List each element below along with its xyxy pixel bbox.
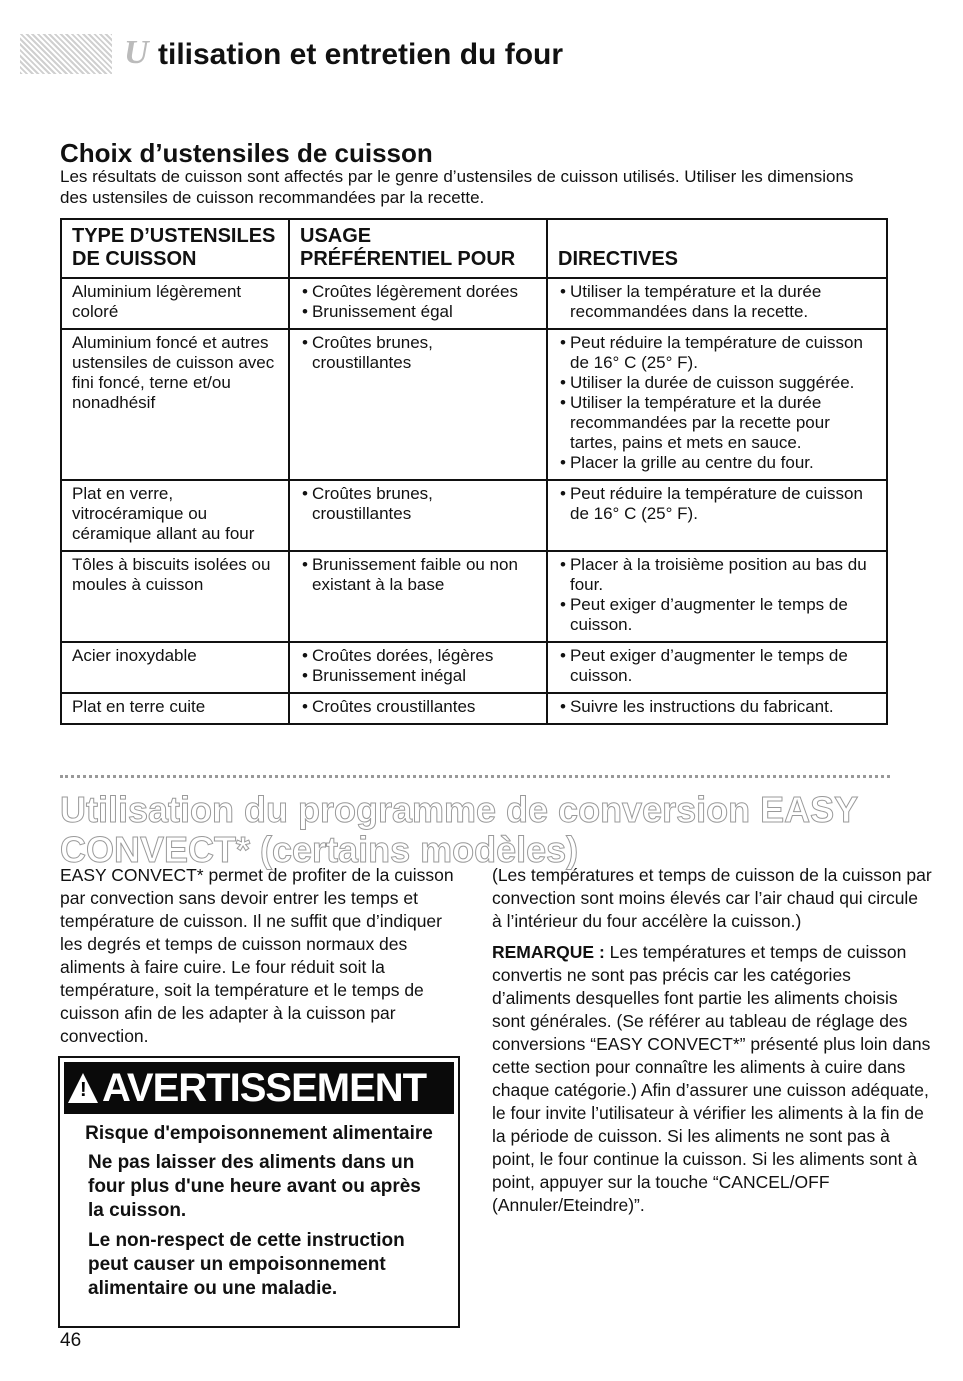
usage-item: • Croûtes croustillantes — [300, 697, 536, 717]
usage-item: • Croûtes dorées, légères — [300, 646, 536, 666]
directive-item: • Peut réduire la température de cuisson de 16° C (25° F). — [558, 484, 876, 524]
table-row — [61, 480, 887, 551]
usage-item: • Brunissement inégal — [300, 666, 536, 686]
directive-item: • Peut exiger d’augmenter le temps de cuisson. — [558, 646, 876, 686]
usage-item: • Brunissement égal — [300, 302, 536, 322]
header-type-line2: DE CUISSON — [72, 248, 197, 270]
table-header-row — [61, 219, 887, 278]
note-paragraph — [492, 941, 932, 1217]
table-row — [61, 551, 887, 642]
cell-usage — [289, 551, 547, 642]
header-type — [61, 219, 289, 278]
warning-box — [58, 1056, 460, 1328]
cell-usage — [289, 480, 547, 551]
header-type-line1: TYPE D’USTENSILES — [72, 225, 276, 247]
table-row — [61, 642, 887, 693]
header-usage-line1: USAGE — [300, 225, 372, 247]
usage-item: • Croûtes légèrement dorées — [300, 282, 536, 302]
cell-usage — [289, 642, 547, 693]
easy-convect-description: EASY CONVECT* permet de profiter de la cuisson par convection sans devoir entrer les temps et température de cuisson. Il ne suffit que d’indiquer les degrés et temps de cuisson normaux des aliments à faire cuire. Le four réduit soit la température, soit la température et le temps de cuisson afin de les adapter à la cuisson par convection. — [60, 865, 454, 1046]
table-row — [61, 278, 887, 329]
cell-usage — [289, 278, 547, 329]
header-initial: U — [124, 34, 149, 71]
usage-item: • Croûtes brunes, croustillantes — [300, 333, 536, 373]
usage-item: • Brunissement faible ou non existant à la base — [300, 555, 536, 595]
cell-directives — [547, 278, 887, 329]
cell-type: Tôles à biscuits isolées ou moules à cuisson — [61, 551, 289, 642]
page-title: tilisation et entretien du four — [158, 38, 564, 71]
directive-item: • Placer la grille au centre du four. — [558, 453, 876, 473]
cell-usage — [289, 329, 547, 480]
cell-type: Aluminium foncé et autres ustensiles de cuisson avec fini foncé, terne et/ou nonadhésif — [61, 329, 289, 480]
cell-type: Plat en terre cuite — [61, 693, 289, 724]
directive-item: • Utiliser la température et la durée recommandées par la recette pour tartes, pains et mets en sauce. — [558, 393, 876, 453]
table-row — [61, 329, 887, 480]
cell-directives — [547, 551, 887, 642]
section-title-easy-convect: Utilisation du programme de conversion EASY CONVECT* (certains modèles) — [60, 789, 858, 870]
warning-label: AVERTISSEMENT — [102, 1066, 427, 1110]
directive-item: • Peut exiger d’augmenter le temps de cuisson. — [558, 595, 876, 635]
warning-banner — [64, 1062, 454, 1114]
page-header — [20, 28, 920, 78]
header-usage-line2: PRÉFÉRENTIEL POUR — [300, 248, 516, 270]
warning-text-1: Ne pas laisser des aliments dans un four plus d'une heure avant ou après la cuisson. — [88, 1152, 421, 1221]
table-row — [61, 693, 887, 724]
convection-explanation: (Les températures et temps de cuisson de la cuisson par convection sont moins élevés car l’air chaud qui circule à l’intérieur du four accélère la cuisson.) — [492, 865, 932, 931]
header-usage — [289, 219, 547, 278]
cell-directives — [547, 693, 887, 724]
section-title-cookware: Choix d’ustensiles de cuisson — [60, 138, 433, 168]
usage-item: • Croûtes brunes, croustillantes — [300, 484, 536, 524]
directive-item: • Placer à la troisième position au bas du four. — [558, 555, 876, 595]
cell-usage — [289, 693, 547, 724]
cookware-table — [60, 218, 888, 725]
cell-directives — [547, 329, 887, 480]
directive-item: • Utiliser la durée de cuisson suggérée. — [558, 373, 876, 393]
section-divider — [60, 775, 890, 778]
cell-type: Plat en verre, vitrocéramique ou céramique allant au four — [61, 480, 289, 551]
directive-item: • Peut réduire la température de cuisson de 16° C (25° F). — [558, 333, 876, 373]
right-column — [492, 864, 932, 1225]
section-intro: Les résultats de cuisson sont affectés par le genre d’ustensiles de cuisson utilisés. Utiliser les dimensions des ustensiles de cuisson recommandées par la recette. — [60, 167, 854, 207]
header-decoration — [20, 34, 112, 74]
cell-directives — [547, 642, 887, 693]
note-text: Les températures et temps de cuisson convertis ne sont pas précis car les catégories d’aliments desquelles font partie les aliments choisis sont générales. (Se référer au tableau de réglage des conversions “EASY CONVECT*” présenté plus loin dans cette section pour connaître les aliments à cuire dans chaque catégorie.) Afin d’assurer une cuisson adéquate, le four invite l’utilisateur à vérifier les aliments à la fin de la période de cuisson. Si les aliments ne sont pas à point, le four continue la cuisson. Si les aliments sont à point, appuyer sur la touche “CANCEL/OFF (Annuler/Eteindre)”. — [492, 942, 931, 1215]
warning-symbol: ! — [80, 1079, 86, 1101]
cell-type: Acier inoxydable — [61, 642, 289, 693]
cell-directives — [547, 480, 887, 551]
directive-item: • Suivre les instructions du fabricant. — [558, 697, 876, 717]
warning-text-2: Le non-respect de cette instruction peut causer un empoisonnement alimentaire ou une maladie. — [88, 1230, 405, 1299]
header-directives: DIRECTIVES — [547, 219, 887, 278]
note-label: REMARQUE : — [492, 942, 605, 962]
warning-subtitle: Risque d'empoisonnement alimentaire — [85, 1123, 433, 1144]
page-number: 46 — [60, 1330, 82, 1351]
warning-triangle-icon — [68, 1073, 98, 1103]
directive-item: • Utiliser la température et la durée recommandées dans la recette. — [558, 282, 876, 322]
cell-type: Aluminium légèrement coloré — [61, 278, 289, 329]
